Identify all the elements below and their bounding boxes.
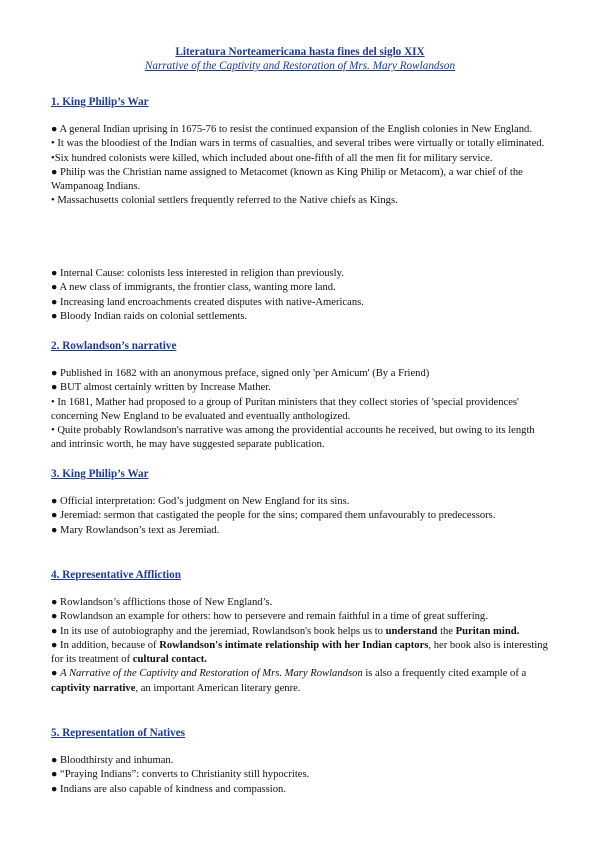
bullet-group [51,267,551,324]
bullet-group [51,367,551,453]
bullet-item: •Six hundred colonists were killed, which included about one-fifth of all the men fit for military service. [51,152,493,164]
text-run: ● In addition, because of [51,639,160,651]
bullet-item: ● Official interpretation: God’s judgment on New England for its sins. [51,496,350,507]
bullet-item [51,625,551,639]
bullet-item: ● Rowlandson’s afflictions those of New England’s. [51,597,273,608]
section-heading: 2. Rowlandson’s narrative [51,340,177,352]
bullet-item: ● Published in 1682 with an anonymous preface, signed only 'per Amicum' (By a Friend) [51,368,430,379]
bullet-item: ● A general Indian uprising in 1675-76 to resist the continued expansion of the English colonies in New England. [51,124,532,135]
bullet-item: ● Increasing land encroachments created disputes with native-Americans. [51,296,364,308]
bullet-item: • Quite probably Rowlandson's narrative was among the providential accounts he received, but owing to its length and intrinsic worth, he may have suggested separate publication. [51,425,535,451]
section-heading: 1. King Philip’s War [51,96,149,108]
bullet-item: ● Indians are also capable of kindness and compassion. [51,783,286,795]
bold-text: Puritan mind. [455,625,520,637]
text-run: , an important American literary genre. [135,682,301,694]
bullet-item: ● Internal Cause: colonists less interested in religion than previously. [51,268,344,279]
bullet-item: ● Bloody Indian raids on colonial settlements. [51,310,248,322]
text-run: the [437,625,456,637]
text-run: , her book also is interesting for its treatment of [51,639,548,666]
bullet-item: ● Philip was the Christian name assigned to Metacomet (known as King Philip or Metacom), a war chief of the Wampanoag Indians. [51,166,523,193]
bullet-item: • Massachusetts colonial settlers frequently referred to the Native chiefs as Kings. [51,195,398,207]
section-king-philips-war [51,95,551,322]
section-heading: 3. King Philip’s War [51,468,149,480]
document-header [0,45,600,73]
bullet-item: • It was the bloodiest of the Indian wars in terms of casualties, and several tribes were virtually or totally eliminated. [51,138,545,150]
bullet-group [51,123,551,209]
bullet-item: ● “Praying Indians”: converts to Christianity still hypocrites. [51,769,310,781]
bullet-group [51,495,551,538]
bold-text: understand [385,625,438,637]
bold-text: captivity narrative [51,682,136,694]
section-rowlandsons-narrative [51,339,551,451]
bullet-group [51,754,551,797]
bold-text: Rowlandson's intimate relationship with her Indian captors [159,639,429,651]
bold-text: cultural contact. [132,654,207,666]
bullet-item: • In 1681, Mather had proposed to a group of Puritan ministers that they collect stories of 'special providences' concerning New England to be evaluated and eventually anthologized. [51,396,519,422]
bullet-item: ● A new class of immigrants, the frontier class, wanting more land. [51,282,336,294]
bullet-item: ● Rowlandson an example for others: how to persevere and remain faithful in a time of great suffering. [51,611,488,623]
document-subtitle: Narrative of the Captivity and Restoration of Mrs. Mary Rowlandson [144,60,456,72]
section-representation-of-natives [51,726,551,795]
section-representative-affliction [51,568,551,694]
bullet-item [51,667,551,696]
bullet-item: ● Mary Rowlandson’s text as Jeremiad. [51,524,220,536]
bullet-item: ● Jeremiad: sermon that castigated the people for the sins; compared them unfavourably to predecessors. [51,510,496,522]
document-title: Literatura Norteamericana hasta fines del siglo XIX [175,46,425,58]
bullet-item: ● BUT almost certainly written by Increase Mather. [51,382,271,394]
bullet-item: ● Bloodthirsty and inhuman. [51,755,174,766]
section-king-philips-war-2 [51,467,551,536]
text-run: ● [51,668,61,680]
bullet-item [51,639,551,668]
text-run: ● In its use of autobiography and the jeremiad, Rowlandson's book helps us to [51,625,386,637]
text-run: is also a frequently cited example of a [362,668,527,680]
bullet-group [51,596,551,696]
section-heading: 5. Representation of Natives [51,727,186,739]
italic-text: A Narrative of the Captivity and Restoration of Mrs. Mary Rowlandson [60,668,363,680]
section-heading: 4. Representative Affliction [51,569,181,581]
